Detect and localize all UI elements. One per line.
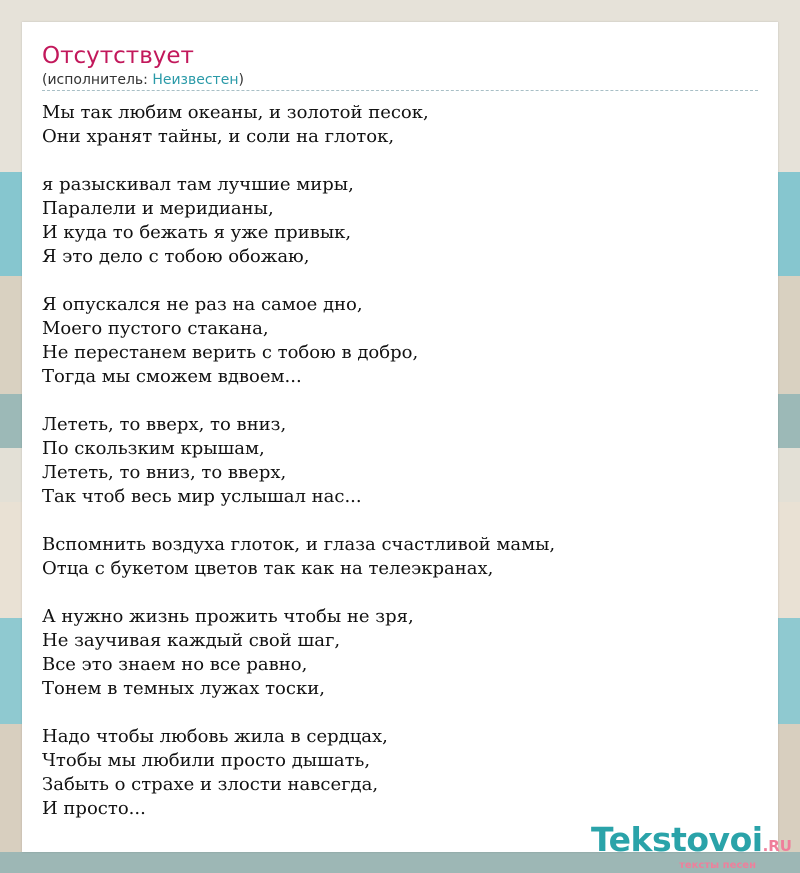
dashed-separator: [42, 90, 758, 91]
artist-link[interactable]: Неизвестен: [152, 72, 239, 88]
logo-wordmark: [591, 822, 792, 864]
lyric-line: Тонем в темных лужах тоски,: [42, 678, 325, 699]
lyric-line: А нужно жизнь прожить чтобы не зря,: [42, 606, 414, 627]
lyric-line: я разыскивал там лучшие миры,: [42, 174, 354, 195]
lyric-line: Мы так любим океаны, и золотой песок,: [42, 102, 429, 123]
lyric-line: Я опускался не раз на самое дно,: [42, 294, 363, 315]
lyric-line: Тогда мы сможем вдвоем...: [42, 366, 302, 387]
lyric-line: Забыть о страхе и злости навсегда,: [42, 774, 379, 795]
lyric-line: Вспомнить воздуха глоток, и глаза счастливой мамы,: [42, 534, 556, 555]
lyric-line: Паралели и меридианы,: [42, 198, 274, 219]
lyric-line: Моего пустого стакана,: [42, 318, 269, 339]
stanza-gap: [42, 149, 555, 173]
stanza-gap: [42, 389, 555, 413]
lyric-line: Отца с букетом цветов так как на телеэкранах,: [42, 558, 494, 579]
artist-line: [42, 71, 244, 89]
lyric-line: Я это дело с тобою обожаю,: [42, 246, 310, 267]
lyric-line: Надо чтобы любовь жила в сердцах,: [42, 726, 388, 747]
stanza-gap: [42, 701, 555, 725]
lyrics-text: [42, 101, 555, 821]
lyric-line: Лететь, то вверх, то вниз,: [42, 414, 287, 435]
site-logo[interactable]: [591, 822, 792, 871]
logo-domain: .RU: [762, 837, 792, 855]
stanza-gap: [42, 269, 555, 293]
artist-prefix: (исполнитель:: [42, 72, 153, 88]
lyric-line: И куда то бежать я уже привык,: [42, 222, 352, 243]
lyric-line: Лететь, то вниз, то вверх,: [42, 462, 287, 483]
lyrics-card: [22, 22, 778, 852]
lyric-line: Так чтоб весь мир услышал нас...: [42, 486, 362, 507]
lyric-line: Все это знаем но все равно,: [42, 654, 308, 675]
lyric-line: Не заучивая каждый свой шаг,: [42, 630, 341, 651]
stanza-gap: [42, 581, 555, 605]
song-title: Отсутствует: [42, 43, 194, 69]
lyric-line: Чтобы мы любили просто дышать,: [42, 750, 371, 771]
lyric-line: Они хранят тайны, и соли на глоток,: [42, 126, 395, 147]
stanza-gap: [42, 509, 555, 533]
logo-main-text: Tekstovoi: [591, 820, 763, 859]
lyric-line: И просто...: [42, 798, 146, 819]
logo-subtitle: тексты песен: [679, 860, 756, 871]
lyric-line: По скользким крышам,: [42, 438, 265, 459]
artist-suffix: ): [238, 72, 244, 88]
lyric-line: Не перестанем верить с тобою в добро,: [42, 342, 419, 363]
